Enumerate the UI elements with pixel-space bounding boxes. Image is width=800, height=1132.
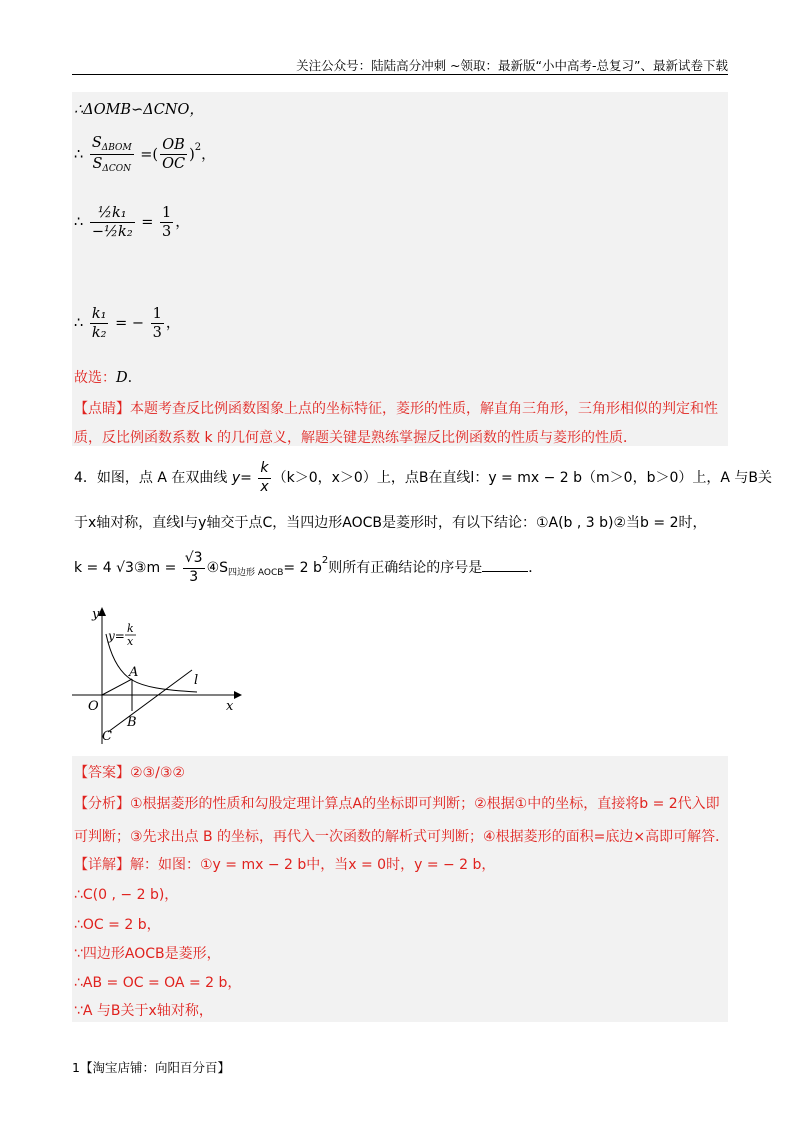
page-footer: 1【淘宝店铺：向阳百分百】 [72,1060,230,1075]
detail-line-3: ∴OC = 2 b， [74,917,161,933]
label-O: O [88,699,99,714]
question-line-2: 于x轴对称，直线l与y轴交于点C，当四边形AOCB是菱形时，有以下结论：①A(b , 3 b)②当b = 2时， [74,515,707,531]
label-x: x [226,699,234,714]
k-result-line: ∴ $\frac{\text{k₁}}{\text{k₂}}$ = − $\frac{1}{3}$ ， [74,306,181,342]
header-rule [72,74,728,75]
label-C: C [102,729,112,744]
question-line-1: 4．如图，点 A 在双曲线 y= $\frac{k}{x}$ （k＞0，x＞0）上，点B在直线l：y = mx − 2 b（m＞0，b＞0）上，A 与B关 [74,460,773,495]
similar-triangles-line: ∴ΔOMB∽ΔCNO， [74,102,204,118]
label-func-y: y= [108,629,125,643]
segment-OA [102,679,132,695]
k-ratio-line: ∴ $\frac{\text{½k₁}}{\text{−½k₂}}$ = $\frac{1}{3}$ ， [74,205,190,241]
analysis-line-2: 可判断；③先求出点 B 的坐标，再代入一次函数的解析式可判断；④根据菱形的面积=底边×高即可解答． [74,829,730,845]
detail-line-6: ∵A 与B关于x轴对称， [74,1003,213,1019]
detail-line-5: ∴AB = OC = OA = 2 b， [74,975,242,991]
area-ratio-line: ∴ $\frac{S_{\Delta BOM}}{S_{\Delta CON}}$ =( $\frac{OB}{OC}$ )$^2$， [74,135,216,175]
label-B: B [127,715,137,730]
x-axis-arrow [234,691,242,699]
label-l: l [194,673,199,688]
answer-line: 【答案】②③/③② [74,765,185,781]
choice-line: 故选：D． [74,370,143,386]
label-A: A [129,665,139,680]
question-line-3: k = 4 √3③m = $\frac{√3}{3}$ $④S_{四边形 AOCB}= 2$ $b^2$则所有正确结论的序号是 ． [74,550,543,585]
detail-line-4: ∵四边形AOCB是菱形， [74,946,221,962]
label-func-x: x [127,635,134,648]
dianjing-line-1: 【点睛】本题考查反比例函数图象上点的坐标特征，菱形的性质，解直角三角形，三角形相似的判定和性 [74,401,718,417]
analysis-line-1: 【分析】①根据菱形的性质和勾股定理计算点A的坐标即可判断；②根据①中的坐标，直接将b = 2代入即 [74,796,720,812]
page-header: 关注公众号：陆陆高分冲刺 ~领取：最新版“小中高考-总复习”、最新试卷下载 [296,58,728,73]
hyperbola-rhombus-figure [72,604,252,749]
label-func-k: k [127,622,134,635]
label-y: y [92,607,100,622]
detail-line-1: 【详解】解：如图：①y = mx − 2 b中，当x = 0时，y = − 2 b， [74,857,496,873]
detail-line-2: ∴C(0 , − 2 b)， [74,887,179,903]
answer-blank [482,571,528,572]
line-l [108,670,192,732]
dianjing-line-2: 质，反比例函数系数 k 的几何意义，解题关键是熟练掌握反比例函数的性质与菱形的性质． [74,430,638,446]
